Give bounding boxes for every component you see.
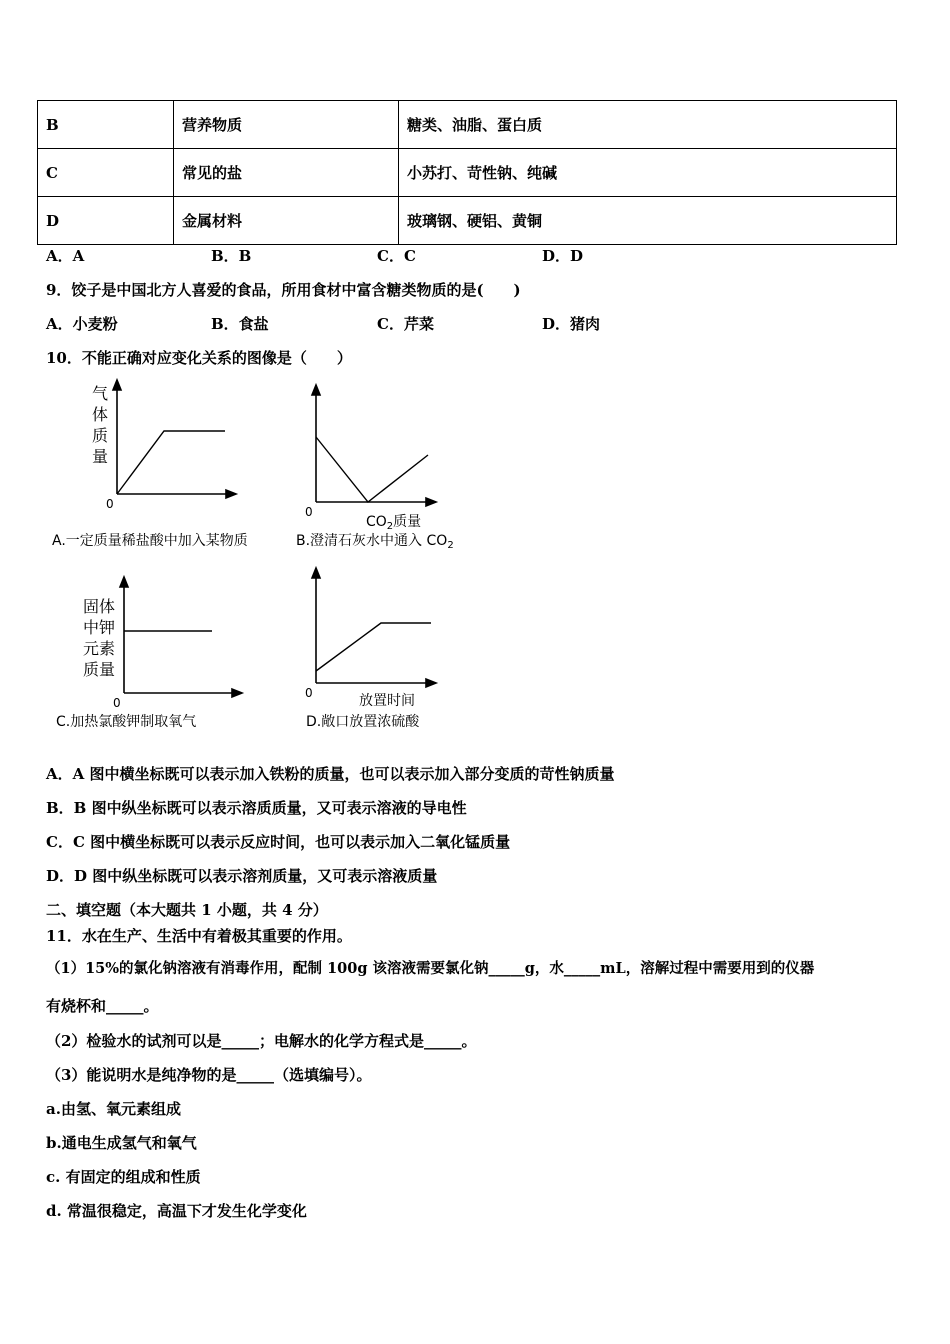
classification-table xyxy=(37,100,897,245)
graph-b-x-label-mass: 质量 xyxy=(393,514,422,530)
q8-option-c: C．C xyxy=(377,247,416,265)
q11-choice-a: a.由氢、氧元素组成 xyxy=(46,1100,181,1118)
q11-part2: （2）检验水的试剂可以是_____；电解水的化学方程式是_____。 xyxy=(46,1032,477,1050)
graph-a-y-arrow xyxy=(113,380,121,390)
q11-part1-line2: 有烧杯和_____。 xyxy=(46,997,159,1015)
q11-choice-d: d. 常温很稳定，高温下才发生化学变化 xyxy=(46,1202,307,1220)
table-row xyxy=(38,101,897,149)
graph-d-y-arrow xyxy=(312,568,320,578)
table-cell-label: B xyxy=(38,101,174,149)
graph-c-y-arrow xyxy=(120,577,128,587)
graph-b-y-arrow xyxy=(312,385,320,395)
graph-c-x-arrow xyxy=(232,689,242,697)
q9-option-c: C．芹菜 xyxy=(377,315,434,333)
q8-option-b: B．B xyxy=(211,247,252,265)
graph-a-caption: A.一定质量稀盐酸中加入某物质 xyxy=(52,533,248,549)
section-heading: 二、填空题（本大题共 1 小题，共 4 分） xyxy=(46,901,328,919)
q11-part3: （3）能说明水是纯净物的是_____（选填编号）。 xyxy=(46,1066,372,1084)
graph-b-caption-text: B.澄清石灰水中通入 CO xyxy=(296,533,448,549)
graph-d-caption: D.敞口放置浓硫酸 xyxy=(306,714,420,730)
graph-d-curve xyxy=(316,623,431,671)
q11-choice-c: c. 有固定的组成和性质 xyxy=(46,1168,201,1186)
q10-option-d: D．D 图中纵坐标既可以表示溶剂质量，又可表示溶液质量 xyxy=(46,867,438,885)
q10-stem: 10．不能正确对应变化关系的图像是（ ） xyxy=(46,349,352,367)
table-cell-category: 常见的盐 xyxy=(174,149,399,197)
table-cell-items: 小苏打、苛性钠、纯碱 xyxy=(399,149,897,197)
graph-a-curve xyxy=(117,431,225,494)
q9-option-d: D．猪肉 xyxy=(542,315,601,333)
q8-option-a: A．A xyxy=(46,247,85,265)
graph-d-x-arrow xyxy=(426,679,436,687)
table-cell-category: 金属材料 xyxy=(174,197,399,245)
graph-b-origin: 0 xyxy=(305,505,313,519)
q11-stem: 11．水在生产、生活中有着极其重要的作用。 xyxy=(46,927,352,945)
graph-c-caption: C.加热氯酸钾制取氧气 xyxy=(56,714,197,730)
q8-option-d: D．D xyxy=(542,247,584,265)
graph-c-y-label: 固体中钾元素质量 xyxy=(82,597,115,679)
graph-b-x-label xyxy=(366,511,421,532)
table-cell-items: 糖类、油脂、蛋白质 xyxy=(399,101,897,149)
q10-option-a: A．A 图中横坐标既可以表示加入铁粉的质量，也可以表示加入部分变质的苛性钠质量 xyxy=(46,765,615,783)
graph-a-x-arrow xyxy=(226,490,236,498)
graph-c-origin: 0 xyxy=(113,696,121,710)
table-cell-category: 营养物质 xyxy=(174,101,399,149)
q10-option-c: C．C 图中横坐标既可以表示反应时间，也可以表示加入二氧化锰质量 xyxy=(46,833,511,851)
graph-b-x-arrow xyxy=(426,498,436,506)
q11-choice-b: b.通电生成氢气和氧气 xyxy=(46,1134,197,1152)
q9-option-b: B．食盐 xyxy=(211,315,269,333)
graph-d-x-label: 放置时间 xyxy=(359,693,415,709)
graph-b-caption xyxy=(296,530,454,551)
table-cell-items: 玻璃钢、硬铝、黄铜 xyxy=(399,197,897,245)
graph-b-caption-subscript: 2 xyxy=(447,540,454,551)
table-cell-label: D xyxy=(38,197,174,245)
table-row xyxy=(38,149,897,197)
graph-b-x-label-co: CO xyxy=(366,514,387,530)
graph-b-curve xyxy=(316,437,428,502)
q9-option-a: A．小麦粉 xyxy=(46,315,118,333)
q10-option-b: B．B 图中纵坐标既可以表示溶质质量，又可表示溶液的导电性 xyxy=(46,799,467,817)
graph-a-y-label: 气体质量 xyxy=(91,384,108,466)
q11-part1-line1: （1）15%的氯化钠溶液有消毒作用，配制 100g 该溶液需要氯化钠_____g，水_____mL，溶解过程中需要用到的仪器 xyxy=(46,960,815,977)
graph-d-origin: 0 xyxy=(305,686,313,700)
q9-stem: 9．饺子是中国北方人喜爱的食品，所用食材中富含糖类物质的是( ) xyxy=(46,281,521,299)
graph-b-x-label-subscript: 2 xyxy=(386,521,394,532)
table-row xyxy=(38,197,897,245)
graph-a-origin: 0 xyxy=(106,497,114,511)
table-cell-label: C xyxy=(38,149,174,197)
